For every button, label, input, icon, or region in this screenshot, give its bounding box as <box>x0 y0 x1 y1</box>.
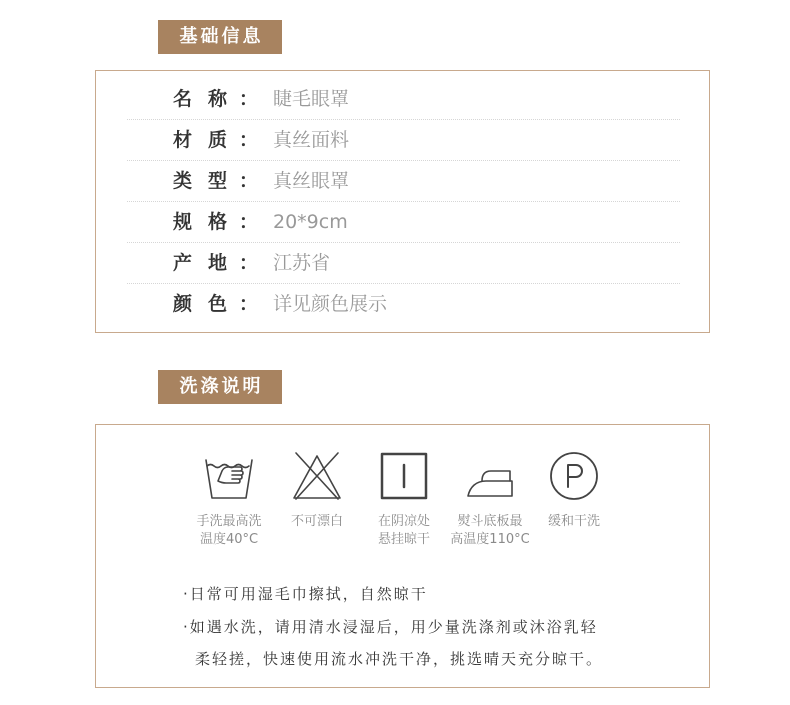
info-row-origin <box>96 243 709 284</box>
care-symbol-iron <box>442 450 538 549</box>
info-value: 真丝眼罩 <box>273 170 350 192</box>
caption-line: 不可漂白 <box>290 514 343 529</box>
info-value: 20*9cm <box>273 211 348 233</box>
care-symbol-hand-wash <box>181 450 277 549</box>
info-value: 江苏省 <box>273 252 331 274</box>
info-label: 颜色 <box>173 293 244 315</box>
info-colon: ： <box>239 252 259 274</box>
care-symbol-caption <box>269 513 365 531</box>
info-label: 名称 <box>173 88 244 110</box>
caption-line: 温度40°C <box>199 532 259 547</box>
basic-info-panel <box>95 70 710 333</box>
info-value: 详见颜色展示 <box>273 293 388 315</box>
no-bleach-icon <box>291 450 343 502</box>
info-colon: ： <box>239 88 259 110</box>
care-instructions-panel <box>95 424 710 688</box>
care-symbol-caption <box>181 513 277 549</box>
caption-line: 熨斗底板最 <box>457 514 523 529</box>
care-instructions-header: 洗涤说明 <box>158 370 282 404</box>
care-symbol-shade-dry <box>356 450 452 549</box>
care-symbol-caption <box>356 513 452 549</box>
care-symbol-caption <box>526 513 622 531</box>
care-note-line: 柔轻搓，快速使用流水冲洗干净，挑选晴天充分晾干。 <box>195 650 604 668</box>
caption-line: 缓和干洗 <box>547 514 600 529</box>
info-label: 规格 <box>173 211 244 233</box>
info-row-color <box>96 284 709 325</box>
info-value: 真丝面料 <box>273 129 350 151</box>
info-row-type <box>96 161 709 202</box>
info-value: 睫毛眼罩 <box>273 88 350 110</box>
shade-hang-dry-icon <box>378 450 430 502</box>
caption-line: 悬挂晾干 <box>377 532 430 547</box>
info-colon: ： <box>239 129 259 151</box>
info-label: 产地 <box>173 252 244 274</box>
caption-line: 手洗最高洗 <box>196 514 262 529</box>
gentle-dry-clean-icon <box>548 450 600 502</box>
basic-info-header: 基础信息 <box>158 20 282 54</box>
iron-icon <box>464 450 516 502</box>
caption-line: 高温度110°C <box>450 532 530 547</box>
info-row-material <box>96 120 709 161</box>
care-notes <box>183 578 603 676</box>
care-note-line: ·如遇水洗，请用清水浸湿后，用少量洗涤剂或沐浴乳轻 <box>183 617 598 636</box>
info-colon: ： <box>239 211 259 233</box>
info-label: 材质 <box>173 129 244 151</box>
care-symbol-no-bleach <box>269 450 365 531</box>
care-symbol-caption <box>442 513 538 549</box>
hand-wash-icon <box>203 450 255 502</box>
care-symbol-dry-clean <box>526 450 622 531</box>
caption-line: 在阴凉处 <box>377 514 430 529</box>
info-label: 类型 <box>173 170 244 192</box>
info-colon: ： <box>239 293 259 315</box>
info-row-name <box>96 79 709 120</box>
care-note-line: ·日常可用湿毛巾擦拭，自然晾干 <box>183 585 428 603</box>
info-row-size <box>96 202 709 243</box>
info-colon: ： <box>239 170 259 192</box>
